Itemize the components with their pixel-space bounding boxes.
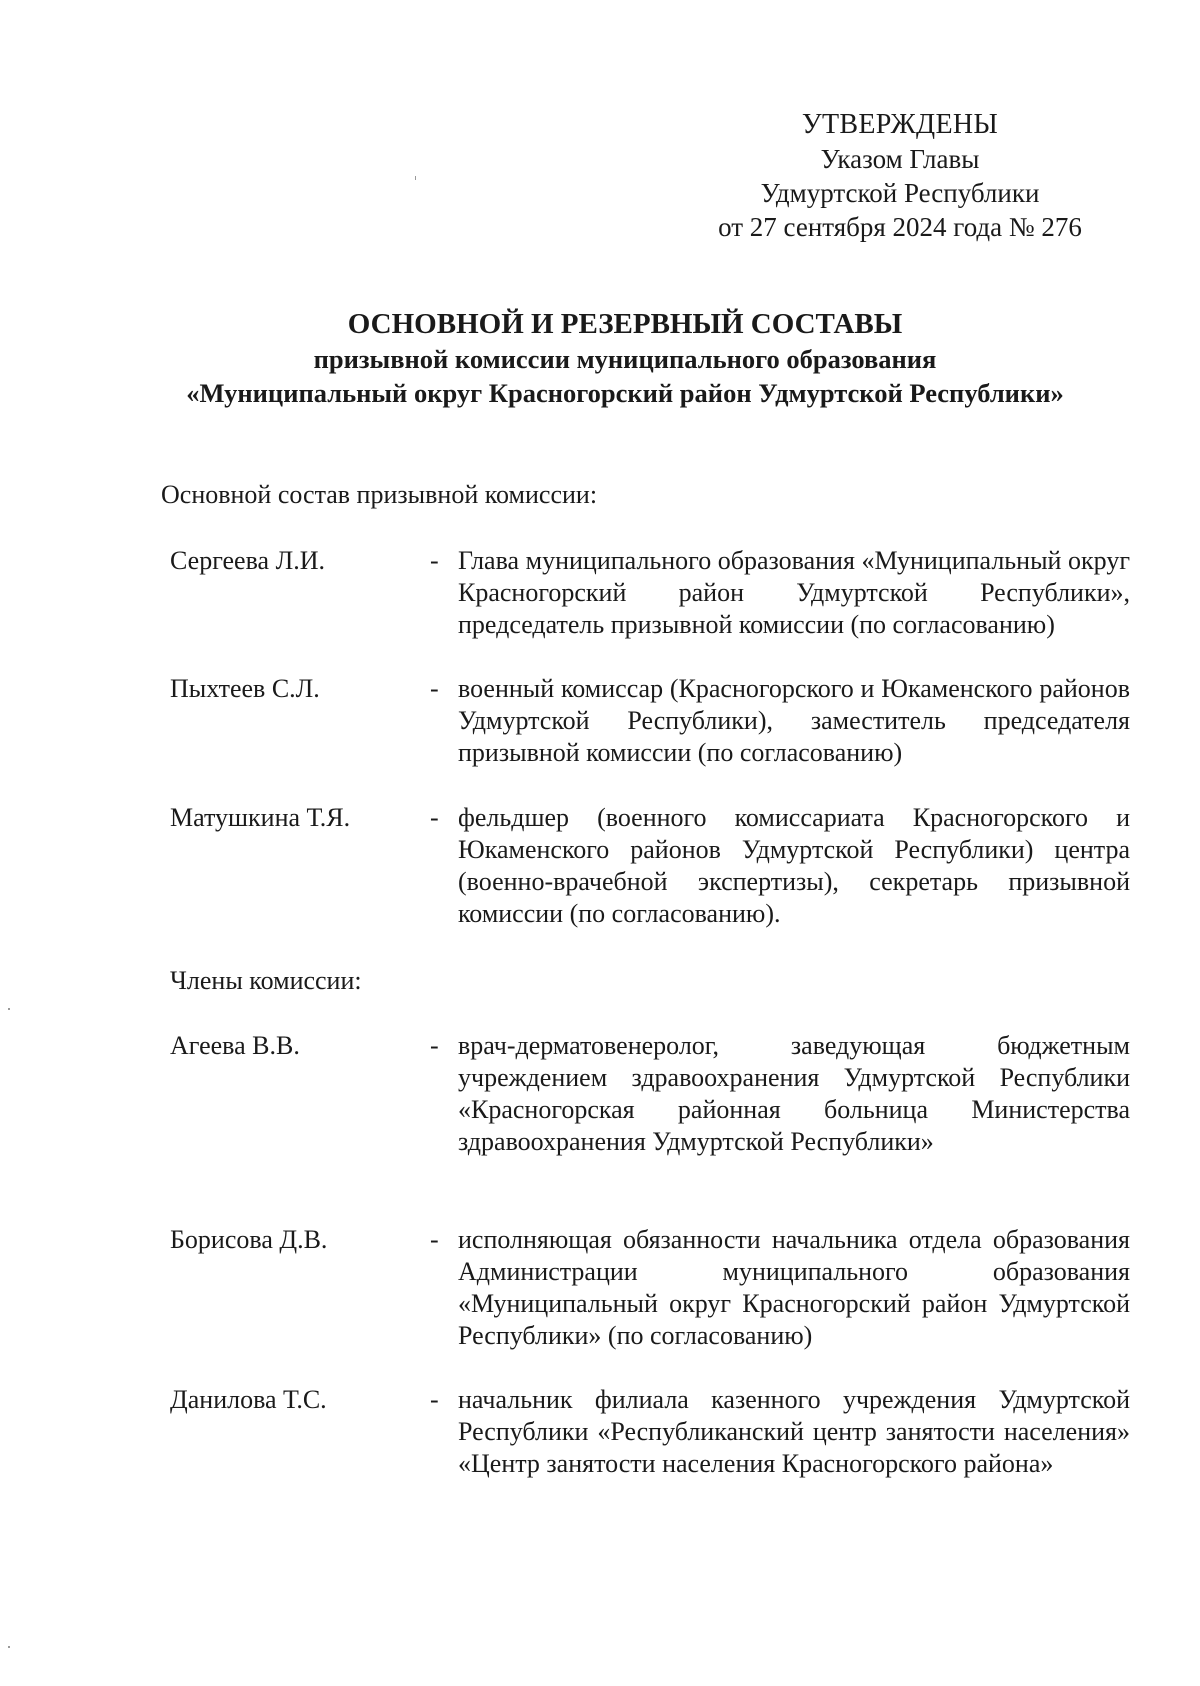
approval-republic: Удмуртской Республики [760, 178, 1040, 208]
members-heading: Члены комиссии: [170, 966, 362, 995]
title-line-2: призывной комиссии муниципального образования [313, 344, 937, 374]
member-name: Агеева В.В. [170, 1031, 300, 1060]
member-name: Пыхтеев С.Л. [170, 674, 320, 703]
member-role: врач-дерматовенеролог, заведующая бюджетным учреждением здравоохранения Удмуртской Республики «Красногорская районная больница Министерства здравоохранения Удмуртской Республики» [458, 1031, 1130, 1156]
scan-speck [8, 1008, 10, 1010]
member-role: военный комиссар (Красногорского и Юкаменского районов Удмуртской Республики), заместитель председателя призывной комиссии (по согласованию) [458, 674, 1130, 767]
approval-title: УТВЕРЖДЕНЫ [801, 109, 999, 140]
title-line-3: «Муниципальный округ Красногорский район Удмуртской Республики» [186, 378, 1064, 408]
scan-speck [415, 176, 416, 180]
approval-block [690, 108, 1110, 244]
approval-date: от 27 сентября 2024 года № 276 [718, 212, 1082, 242]
member-name: Матушкина Т.Я. [170, 803, 351, 832]
dash-separator: - [430, 1225, 439, 1254]
dash-separator: - [430, 674, 439, 703]
dash-separator: - [430, 546, 439, 575]
document-title [120, 306, 1130, 410]
approval-decree: Указом Главы [820, 144, 980, 174]
member-name: Данилова Т.С. [170, 1385, 327, 1414]
scan-speck [8, 1646, 10, 1648]
member-name: Борисова Д.В. [170, 1225, 328, 1254]
dash-separator: - [430, 1031, 439, 1060]
dash-separator: - [430, 1385, 439, 1414]
main-composition-heading: Основной состав призывной комиссии: [161, 480, 598, 509]
member-role: исполняющая обязанности начальника отдела образования Администрации муниципального образования «Муниципальный округ Красногорский район Удмуртской Республики» (по согласованию) [458, 1225, 1130, 1350]
title-line-1: ОСНОВНОЙ И РЕЗЕРВНЫЙ СОСТАВЫ [347, 308, 903, 340]
dash-separator: - [430, 803, 439, 832]
member-role: Глава муниципального образования «Муниципальный округ Красногорский район Удмуртской Республики», председатель призывной комиссии (по согласованию) [458, 546, 1130, 639]
member-name: Сергеева Л.И. [170, 546, 325, 575]
member-role: начальник филиала казенного учреждения Удмуртской Республики «Республиканский центр занятости населения» «Центр занятости населения Красногорского района» [458, 1385, 1130, 1478]
member-role: фельдшер (военного комиссариата Красногорского и Юкаменского районов Удмуртской Республики) центра (военно-врачебной экспертизы), секретарь призывной комиссии (по согласованию). [458, 803, 1130, 928]
